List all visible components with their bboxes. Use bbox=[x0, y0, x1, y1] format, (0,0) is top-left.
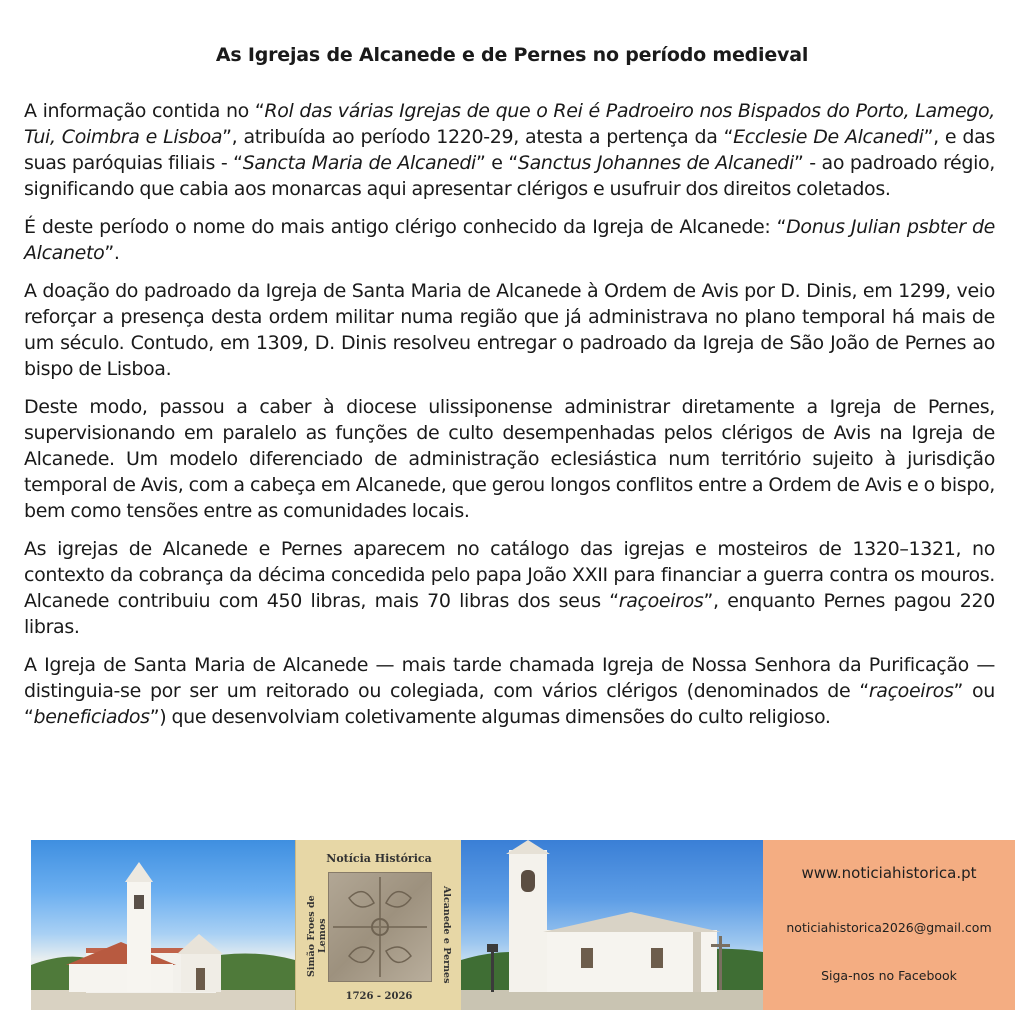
text-run: ”, e das suas paróquias filiais - “ bbox=[24, 126, 995, 174]
website-link[interactable]: www.noticiahistorica.pt bbox=[801, 864, 977, 882]
text-run: É deste período o nome do mais antigo clérigo conhecido da Igreja de Alcanede: “ bbox=[24, 216, 787, 238]
text-run: ” ou “ bbox=[24, 680, 995, 728]
article-body bbox=[24, 98, 995, 742]
italic-text: beneficiados bbox=[33, 706, 150, 728]
italic-text: raçoeiros bbox=[618, 590, 704, 612]
church-alcanede-photo bbox=[31, 840, 295, 1010]
facebook-link[interactable]: Siga-nos no Facebook bbox=[821, 968, 957, 983]
book-years: 1726 - 2026 bbox=[345, 991, 413, 1002]
italic-text: Sancta Maria de Alcanedi bbox=[242, 152, 476, 174]
book-cover bbox=[295, 840, 463, 1010]
text-run: ”, enquanto Pernes pagou 220 libras. bbox=[24, 590, 996, 638]
italic-text: Ecclesie De Alcanedi bbox=[733, 126, 924, 148]
paragraph bbox=[24, 536, 995, 640]
email-link[interactable]: noticiahistorica2026@gmail.com bbox=[786, 920, 992, 935]
text-run: A informação contida no “ bbox=[24, 100, 265, 122]
paragraph bbox=[24, 394, 995, 524]
italic-text: Sanctus Johannes de Alcanedi bbox=[517, 152, 794, 174]
book-author: Simão Froes de Lemos bbox=[306, 895, 328, 977]
text-run: ”) que desenvolviam coletivamente algumas dimensões do culto religioso. bbox=[149, 706, 831, 728]
text-run: Deste modo, passou a caber à diocese ulissiponense administrar diretamente a Igreja de Pernes, supervisionando em paralelo as funções de culto desempenhadas pelos clérigos de Avis na Igreja de Alcanede. Um modelo diferenciado de administração eclesiástica num território sujeito à jurisdição temporal de Avis, com a cabeça em Alcanede, que gerou longos conflitos entre a Ordem de Avis e o bispo, bem como tensões entre as comunidades locais. bbox=[24, 396, 995, 522]
book-subject: Alcanede e Pernes bbox=[441, 886, 452, 984]
paragraph bbox=[24, 278, 995, 382]
paragraph bbox=[24, 652, 995, 730]
church-pernes-photo bbox=[461, 840, 763, 1010]
text-run: As igrejas de Alcanede e Pernes aparecem no catálogo das igrejas e mosteiros de 1320–1321, no contexto da cobrança da décima concedida pelo papa João XXII para financiar a guerra contra os mouros. Alcanede contribuiu com 450 libras, mais 70 libras dos seus “ bbox=[24, 538, 995, 612]
italic-text: raçoeiros bbox=[868, 680, 954, 702]
paragraph bbox=[24, 98, 995, 202]
paragraph bbox=[24, 214, 995, 266]
book-title: Notícia Histórica bbox=[326, 852, 432, 865]
text-run: A doação do padroado da Igreja de Santa Maria de Alcanede à Ordem de Avis por D. Dinis, em 1299, veio reforçar a presença desta ordem militar numa região que já administrava no plano temporal há mais de um século. Contudo, em 1309, D. Dinis resolveu entregar o padroado da Igreja de São João de Pernes ao bispo de Lisboa. bbox=[24, 280, 995, 380]
text-run: ” e “ bbox=[475, 152, 518, 174]
italic-text: Donus Julian psbter de Alcaneto bbox=[24, 216, 996, 264]
text-run: ” - ao padroado régio, significando que cabia aos monarcas aqui apresentar clérigos e usufruir dos direitos coletados. bbox=[24, 152, 996, 200]
text-run: A Igreja de Santa Maria de Alcanede — mais tarde chamada Igreja de Nossa Senhora da Purificação — distinguia-se por ser um reitorado ou colegiada, com vários clérigos (denominados de “ bbox=[24, 654, 995, 702]
ornamental-tile-image bbox=[328, 872, 432, 982]
contact-panel bbox=[763, 840, 1015, 1010]
italic-text: Rol das várias Igrejas de que o Rei é Padroeiro nos Bispados do Porto, Lamego, Tui, Coimbra e Lisboa bbox=[24, 100, 995, 148]
text-run: ”. bbox=[104, 242, 120, 264]
text-run: ”, atribuída ao período 1220-29, atesta a pertença da “ bbox=[222, 126, 734, 148]
page-title: As Igrejas de Alcanede e de Pernes no período medieval bbox=[215, 44, 809, 66]
footer-strip bbox=[31, 840, 1015, 1010]
